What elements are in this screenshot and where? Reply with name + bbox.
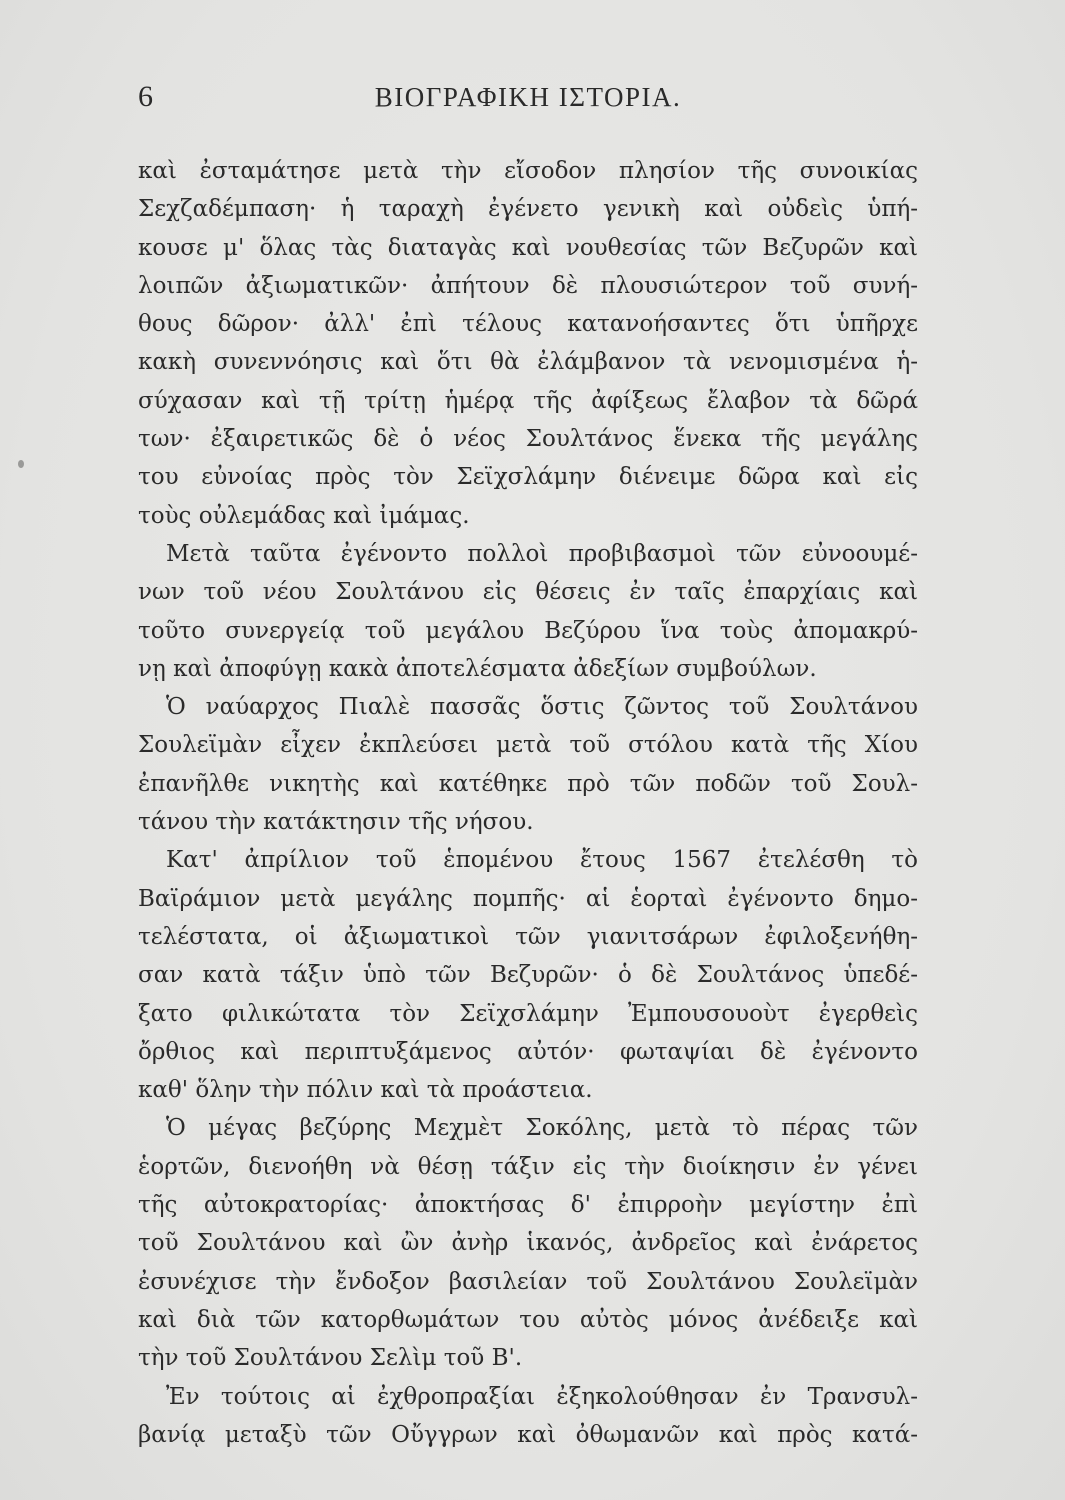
text-line: Σουλεϊμὰν εἶχεν ἐκπλεύσει μετὰ τοῦ στόλου κατὰ τῆς Χίου (138, 732, 918, 759)
text-line: λοιπῶν ἀξιωματικῶν· ἀπήτουν δὲ πλουσιώτερον τοῦ συνή- (138, 272, 918, 299)
running-title: ΒΙΟΓΡΑΦΙΚΗ ΙΣΤΟΡΙΑ. (374, 82, 682, 112)
text-line: τάνου τὴν κατάκτησιν τῆς νήσου. (138, 809, 534, 836)
text-line: Ὁ μέγας βεζύρης Μεχμὲτ Σοκόλης, μετὰ τὸ πέρας τῶν (166, 1115, 918, 1142)
text-line: Σεχζαδέμπαση· ἡ ταραχὴ ἐγένετο γενικὴ καὶ οὐδεὶς ὑπή- (138, 196, 918, 223)
text-line: τοῦ Σουλτάνου καὶ ὢν ἀνὴρ ἱκανός, ἀνδρεῖος καὶ ἐνάρετος (138, 1230, 918, 1257)
text-line: κακὴ συνεννόησις καὶ ὅτι θὰ ἐλάμβανον τὰ νενομισμένα ἡ- (138, 349, 918, 376)
text-line: βανίᾳ μεταξὺ τῶν Οὔγγρων καὶ ὀθωμανῶν καὶ πρὸς κατά- (138, 1421, 918, 1448)
text-line: καὶ διὰ τῶν κατορθωμάτων του αὐτὸς μόνος ἀνέδειξε καὶ (138, 1306, 918, 1333)
text-line: των· ἐξαιρετικῶς δὲ ὁ νέος Σουλτάνος ἕνεκα τῆς μεγάλης (138, 426, 918, 453)
text-line: Βαϊράμιον μετὰ μεγάλης πομπῆς· αἱ ἑορταὶ ἐγένοντο δημο- (138, 885, 918, 912)
text-line: σύχασαν καὶ τῇ τρίτῃ ἡμέρᾳ τῆς ἀφίξεως ἔλαβον τὰ δῶρά (138, 387, 918, 414)
text-line: τὴν τοῦ Σουλτάνου Σελὶμ τοῦ Β'. (138, 1345, 523, 1372)
page-header (138, 80, 918, 120)
text-line: ἑορτῶν, διενοήθη νὰ θέσῃ τάξιν εἰς τὴν διοίκησιν ἐν γένει (138, 1153, 918, 1180)
text-line: τῆς αὐτοκρατορίας· ἀποκτήσας δ' ἐπιρροὴν μεγίστην ἐπὶ (138, 1192, 918, 1219)
text-line: καὶ ἐσταμάτησε μετὰ τὴν εἴσοδον πλησίον τῆς συνοικίας (138, 158, 918, 184)
text-line: ξατο φιλικώτατα τὸν Σεϊχσλάμην Ἐμπουσουοὺτ ἐγερθεὶς (138, 1000, 918, 1027)
text-line: του εὐνοίας πρὸς τὸν Σεϊχσλάμην διένειμε δῶρα καὶ εἰς (138, 464, 918, 491)
page-number: 6 (138, 80, 154, 113)
text-line: τοὺς οὐλεμάδας καὶ ἰμάμας. (138, 502, 470, 529)
text-line: κουσε μ' ὅλας τὰς διαταγὰς καὶ νουθεσίας τῶν Βεζυρῶν καὶ (138, 234, 918, 261)
text-line: νων τοῦ νέου Σουλτάνου εἰς θέσεις ἐν ταῖς ἐπαρχίαις καὶ (138, 579, 918, 606)
text-line: Ὁ ναύαρχος Πιαλὲ πασσᾶς ὅστις ζῶντος τοῦ Σουλτάνου (166, 694, 918, 721)
page-speck (18, 460, 24, 468)
body-text (138, 152, 918, 1454)
text-line: ἐπανῆλθε νικητὴς καὶ κατέθηκε πρὸ τῶν ποδῶν τοῦ Σουλ- (138, 770, 918, 797)
text-line: Κατ' ἀπρίλιον τοῦ ἑπομένου ἔτους 1567 ἐτελέσθη τὸ (166, 847, 918, 874)
text-line: καθ' ὅλην τὴν πόλιν καὶ τὰ προάστεια. (138, 1077, 593, 1104)
text-line: Ἐν τούτοις αἱ ἐχθροπραξίαι ἐξηκολούθησαν ἐν Τρανσυλ- (166, 1383, 918, 1410)
text-line: ἐσυνέχισε τὴν ἔνδοξον βασιλείαν τοῦ Σουλτάνου Σουλεϊμὰν (138, 1268, 918, 1295)
text-line: νῃ καὶ ἀποφύγῃ κακὰ ἀποτελέσματα ἀδεξίων συμβούλων. (138, 655, 817, 682)
text-line: τοῦτο συνεργείᾳ τοῦ μεγάλου Βεζύρου ἵνα τοὺς ἀπομακρύ- (138, 617, 918, 644)
text-line: θους δῶρον· ἀλλ' ἐπὶ τέλους κατανοήσαντες ὅτι ὑπῆρχε (138, 311, 918, 338)
text-line: σαν κατὰ τάξιν ὑπὸ τῶν Βεζυρῶν· ὁ δὲ Σουλτάνος ὑπεδέ- (138, 962, 918, 989)
text-line: Μετὰ ταῦτα ἐγένοντο πολλοὶ προβιβασμοὶ τῶν εὐνοουμέ- (166, 540, 918, 567)
text-line: ὄρθιος καὶ περιπτυξάμενος αὐτόν· φωταψίαι δὲ ἐγένοντο (138, 1038, 918, 1065)
text-line: τελέστατα, οἱ ἀξιωματικοὶ τῶν γιανιτσάρων ἐφιλοξενήθη- (138, 923, 918, 950)
